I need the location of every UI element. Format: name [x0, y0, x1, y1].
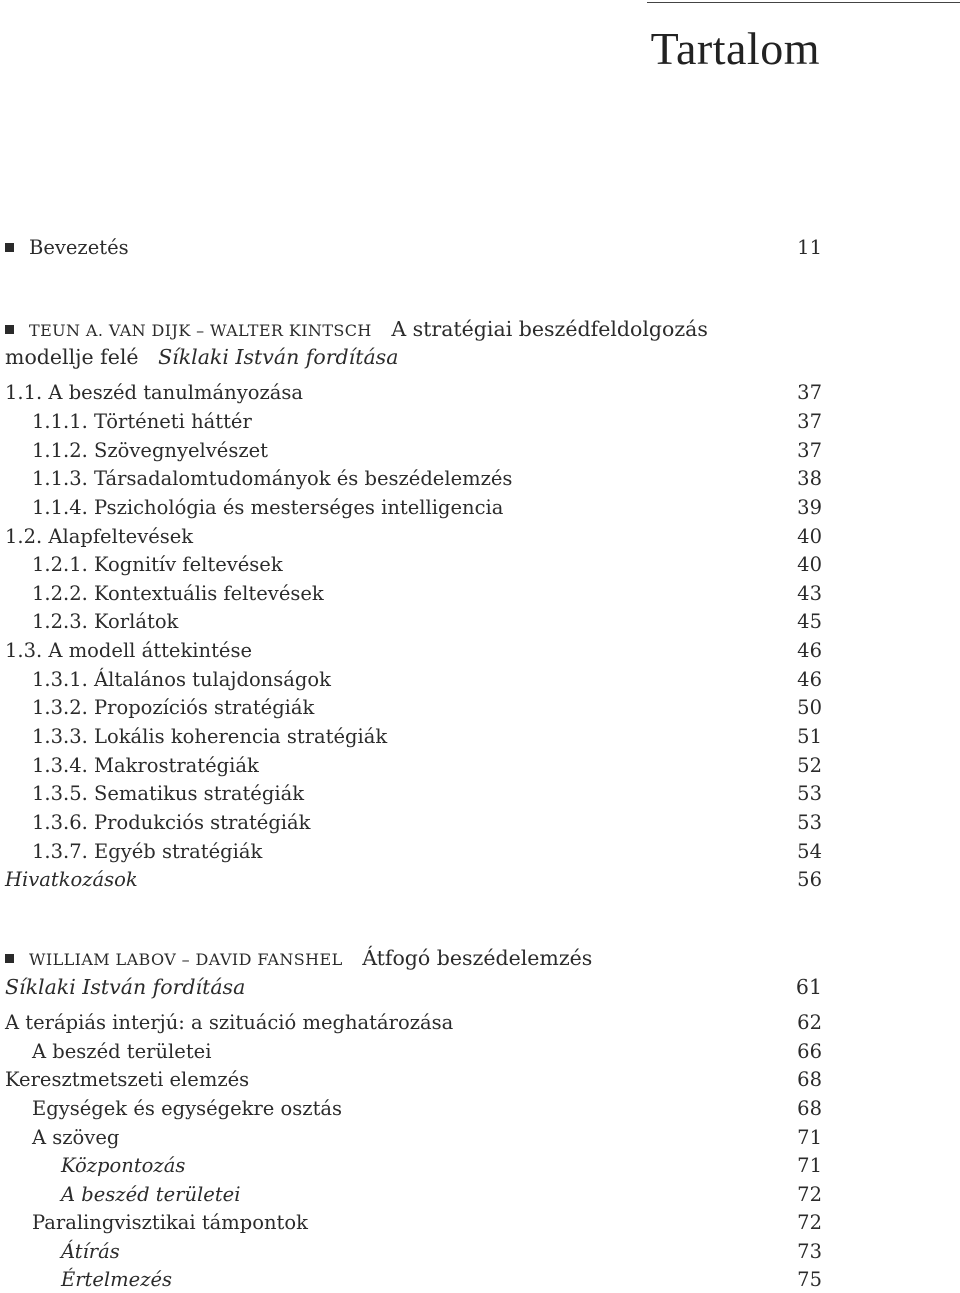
toc-entry-label: Átírás [61, 1240, 120, 1263]
toc-entry-page: 45 [797, 610, 822, 633]
square-bullet-icon [5, 954, 14, 963]
toc-entry-label: 1.3.1. Általános tulajdonságok [32, 668, 331, 691]
toc-entry-page: 46 [797, 668, 822, 691]
toc-entry-page: 71 [797, 1154, 822, 1177]
section1-heading [5, 316, 708, 344]
toc-entry-page: 38 [797, 467, 822, 490]
toc-entry-label: 1.1.2. Szövegnyelvészet [32, 439, 268, 462]
toc-entry-page: 68 [797, 1068, 822, 1091]
toc-entry-label: 1.1.1. Történeti háttér [32, 410, 252, 433]
toc-entry-label: A terápiás interjú: a szituáció meghatározása [5, 1011, 454, 1034]
header-rule [647, 2, 960, 3]
toc-entry-label: Hivatkozások [5, 868, 138, 891]
section2-authors: WILLIAM LABOV – DAVID FANSHEL [29, 950, 343, 969]
toc-entry-label: Paralingvisztikai támpontok [32, 1211, 308, 1234]
toc-entry-page: 53 [797, 782, 822, 805]
toc-entry-label: Keresztmetszeti elemzés [5, 1068, 250, 1091]
toc-entry-label: Bevezetés [29, 236, 129, 259]
toc-entry-label: 1.3. A modell áttekintése [5, 639, 252, 662]
toc-entry-page: 53 [797, 811, 822, 834]
square-bullet-icon [5, 243, 14, 252]
toc-entry-page: 50 [797, 696, 822, 719]
toc-entry-label: Egységek és egységekre osztás [32, 1097, 343, 1120]
toc-entry-label: 1.1.4. Pszichológia és mesterséges intelligencia [32, 496, 504, 519]
toc-entry-page: 40 [797, 525, 822, 548]
toc-entry-page: 43 [797, 582, 822, 605]
square-bullet-icon [5, 325, 14, 334]
toc-entry-page: 54 [797, 840, 822, 863]
toc-entry-label: A beszéd területei [61, 1183, 241, 1206]
toc-entry-label: 1.3.5. Sematikus stratégiák [32, 782, 305, 805]
toc-entry-page: 66 [797, 1040, 822, 1063]
toc-entry-label: A beszéd területei [32, 1040, 212, 1063]
toc-entry-page: 37 [797, 381, 822, 404]
toc-entry-page: 46 [797, 639, 822, 662]
toc-entry-label: 1.1. A beszéd tanulmányozása [5, 381, 303, 404]
toc-entry-page: 72 [797, 1183, 822, 1206]
toc-entry-page: 40 [797, 553, 822, 576]
toc-entry-label: 1.1.3. Társadalomtudományok és beszédelemzés [32, 467, 513, 490]
toc-entry-page: 37 [797, 410, 822, 433]
toc-entry-page: 56 [797, 868, 822, 891]
toc-entry-page: 72 [797, 1211, 822, 1234]
section2-title: Átfogó beszédelemzés [362, 946, 593, 970]
toc-entry-page: 37 [797, 439, 822, 462]
section1-translator: Síklaki István fordítása [158, 345, 399, 369]
toc-entry-label: 1.2.2. Kontextuális feltevések [32, 582, 324, 605]
section1-title-part1: A stratégiai beszédfeldolgozás [391, 317, 708, 341]
section1-heading-line2 [5, 344, 398, 370]
toc-entry-label: A szöveg [32, 1126, 120, 1149]
section1-title-part2: modellje felé [5, 345, 139, 369]
toc-entry-page: 75 [797, 1268, 822, 1291]
page-title: Tartalom [650, 23, 820, 74]
toc-entry-page: 71 [797, 1126, 822, 1149]
toc-entry-label: 1.3.2. Propozíciós stratégiák [32, 696, 315, 719]
toc-entry-page: 62 [797, 1011, 822, 1034]
toc-entry-label: 1.2.3. Korlátok [32, 610, 179, 633]
toc-entry-label: 1.3.7. Egyéb stratégiák [32, 840, 263, 863]
toc-entry-page: 73 [797, 1240, 822, 1263]
toc-entry-label: 1.2. Alapfeltevések [5, 525, 194, 548]
toc-entry-label: Központozás [61, 1154, 186, 1177]
toc-entry-page: 39 [797, 496, 822, 519]
toc-entry-page: 68 [797, 1097, 822, 1120]
section1-authors: TEUN A. VAN DIJK – WALTER KINTSCH [29, 321, 372, 340]
toc-entry-label: 1.3.3. Lokális koherencia stratégiák [32, 725, 388, 748]
section2-heading [5, 945, 592, 973]
section2-translator: Síklaki István fordítása [5, 975, 246, 999]
toc-entry-label: 1.3.6. Produkciós stratégiák [32, 811, 311, 834]
toc-entry-label: 1.2.1. Kognitív feltevések [32, 553, 283, 576]
toc-entry-page: 51 [797, 725, 822, 748]
toc-entry-label: Értelmezés [61, 1268, 173, 1291]
toc-entry-page: 52 [797, 754, 822, 777]
toc-entry-page: 11 [797, 236, 822, 259]
toc-entry-label: 1.3.4. Makrostratégiák [32, 754, 259, 777]
toc-entry-page: 61 [795, 975, 822, 999]
